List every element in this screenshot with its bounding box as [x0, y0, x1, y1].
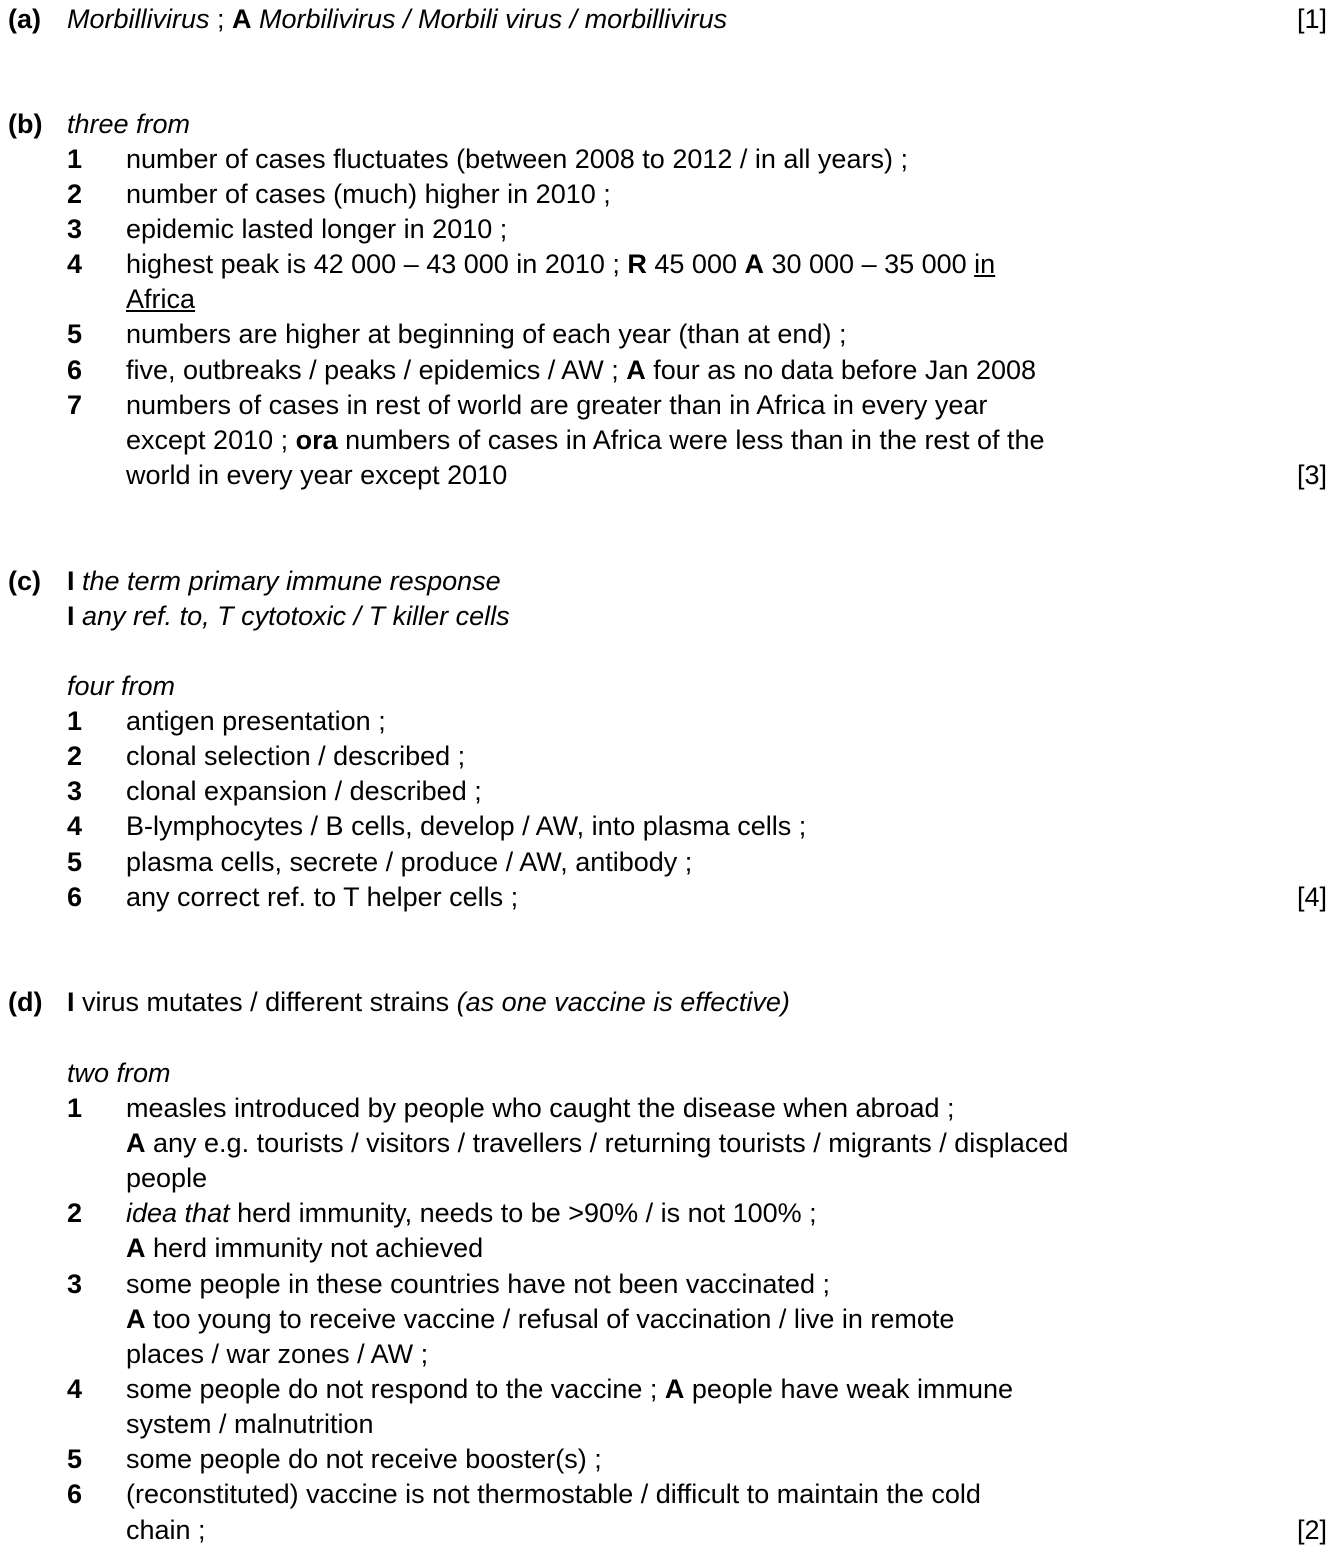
ignore-marker: I	[67, 987, 75, 1017]
list-number: 2	[67, 179, 83, 209]
underlined-text: in	[974, 249, 996, 279]
part-a-mark: [1]	[1296, 4, 1327, 34]
list-item-continued	[126, 1303, 954, 1335]
item-text: any e.g. tourists / visitors / travellers / returning tourists / migrants / displaced	[145, 1128, 1069, 1158]
item-text: some people do not respond to the vaccine ;	[126, 1374, 665, 1404]
list-number: 3	[67, 776, 83, 806]
accept-marker: A	[232, 4, 252, 34]
list-item-continued: system / malnutrition	[126, 1409, 374, 1439]
ignore-note	[67, 565, 501, 597]
list-item: number of cases (much) higher in 2010 ;	[126, 179, 611, 209]
item-text: 45 000	[646, 249, 745, 279]
part-d-label: (d)	[8, 987, 43, 1017]
list-item: measles introduced by people who caught the disease when abroad ;	[126, 1093, 955, 1123]
list-number: 5	[67, 319, 83, 349]
list-number: 6	[67, 355, 83, 385]
ignore-text: the term primary immune response	[74, 566, 501, 596]
list-item: any correct ref. to T helper cells ;	[126, 882, 519, 912]
item-text: herd immunity not achieved	[145, 1233, 484, 1263]
part-a-label: (a)	[8, 4, 41, 34]
list-number: 5	[67, 1444, 83, 1474]
list-item: clonal selection / described ;	[126, 741, 466, 771]
list-item: number of cases fluctuates (between 2008 to 2012 / in all years) ;	[126, 144, 908, 174]
accept-marker: A	[626, 355, 646, 385]
ignore-text: virus mutates / different strains	[74, 987, 457, 1017]
part-d-mark: [2]	[1296, 1515, 1327, 1545]
list-number: 4	[67, 249, 83, 279]
separator: ;	[209, 4, 233, 34]
underlined-text: Africa	[126, 284, 196, 314]
list-item-continued	[126, 1232, 483, 1264]
list-number: 2	[67, 741, 83, 771]
list-item	[126, 354, 1036, 386]
part-b-mark: [3]	[1296, 460, 1327, 490]
list-number: 2	[67, 1198, 83, 1228]
item-text: too young to receive vaccine / refusal of vaccination / live in remote	[145, 1304, 955, 1334]
part-d-intro: two from	[67, 1058, 171, 1088]
accept-marker: A	[126, 1304, 146, 1334]
list-item: epidemic lasted longer in 2010 ;	[126, 214, 508, 244]
item-text: herd immunity, needs to be >90% / is not 100% ;	[229, 1198, 817, 1228]
ignore-note	[67, 986, 790, 1018]
list-item-continued: world in every year except 2010	[126, 460, 508, 490]
list-item: clonal expansion / described ;	[126, 776, 482, 806]
list-number: 1	[67, 144, 83, 174]
list-number: 3	[67, 1269, 83, 1299]
list-number: 5	[67, 847, 83, 877]
ignore-note	[67, 600, 510, 632]
part-b-label: (b)	[8, 109, 43, 139]
part-a-answer	[67, 3, 727, 35]
list-item: (reconstituted) vaccine is not thermostable / difficult to maintain the cold	[126, 1479, 981, 1509]
list-number: 6	[67, 882, 83, 912]
list-number: 7	[67, 390, 83, 420]
ignore-marker: I	[67, 601, 75, 631]
list-number: 1	[67, 706, 83, 736]
list-item: some people do not receive booster(s) ;	[126, 1444, 602, 1474]
ignore-text-italic: (as one vaccine is effective)	[456, 987, 790, 1017]
list-number: 4	[67, 811, 83, 841]
list-item	[126, 1197, 817, 1229]
accept-marker: A	[126, 1233, 146, 1263]
list-item: numbers of cases in rest of world are greater than in Africa in every year	[126, 390, 988, 420]
item-text: five, outbreaks / peaks / epidemics / AW ;	[126, 355, 627, 385]
item-text: except 2010 ;	[126, 425, 296, 455]
part-c-label: (c)	[8, 566, 41, 596]
list-item: plasma cells, secrete / produce / AW, antibody ;	[126, 847, 693, 877]
part-c-mark: [4]	[1296, 882, 1327, 912]
list-item	[126, 248, 995, 280]
ora-marker: ora	[295, 425, 338, 455]
answer-text: Morbillivirus	[67, 4, 210, 34]
list-item: antigen presentation ;	[126, 706, 386, 736]
item-text: people have weak immune	[684, 1374, 1014, 1404]
list-number: 1	[67, 1093, 83, 1123]
accepted-alternatives: Morbilivirus / Morbili virus / morbillivirus	[251, 4, 728, 34]
accept-marker: A	[744, 249, 764, 279]
item-text: numbers of cases in Africa were less than in the rest of the	[337, 425, 1045, 455]
item-text: 30 000 – 35 000	[763, 249, 975, 279]
accept-marker: A	[126, 1128, 146, 1158]
list-item-continued: places / war zones / AW ;	[126, 1339, 429, 1369]
ignore-text: any ref. to, T cytotoxic / T killer cells	[74, 601, 510, 631]
list-item-continued: chain ;	[126, 1515, 206, 1545]
list-item-continued: people	[126, 1163, 208, 1193]
ignore-marker: I	[67, 566, 75, 596]
part-b-intro: three from	[67, 109, 191, 139]
reject-marker: R	[627, 249, 647, 279]
item-text: four as no data before Jan 2008	[645, 355, 1037, 385]
list-number: 6	[67, 1479, 83, 1509]
list-number: 3	[67, 214, 83, 244]
list-item: numbers are higher at beginning of each year (than at end) ;	[126, 319, 847, 349]
list-item: B-lymphocytes / B cells, develop / AW, into plasma cells ;	[126, 811, 807, 841]
idea-marker: idea that	[126, 1198, 230, 1228]
item-text: highest peak is 42 000 – 43 000 in 2010 ;	[126, 249, 628, 279]
list-number: 4	[67, 1374, 83, 1404]
part-c-intro: four from	[67, 671, 176, 701]
list-item-continued	[126, 1127, 1068, 1159]
accept-marker: A	[664, 1374, 685, 1404]
list-item-continued	[126, 424, 1045, 456]
list-item	[126, 1373, 1013, 1405]
list-item: some people in these countries have not been vaccinated ;	[126, 1269, 830, 1299]
